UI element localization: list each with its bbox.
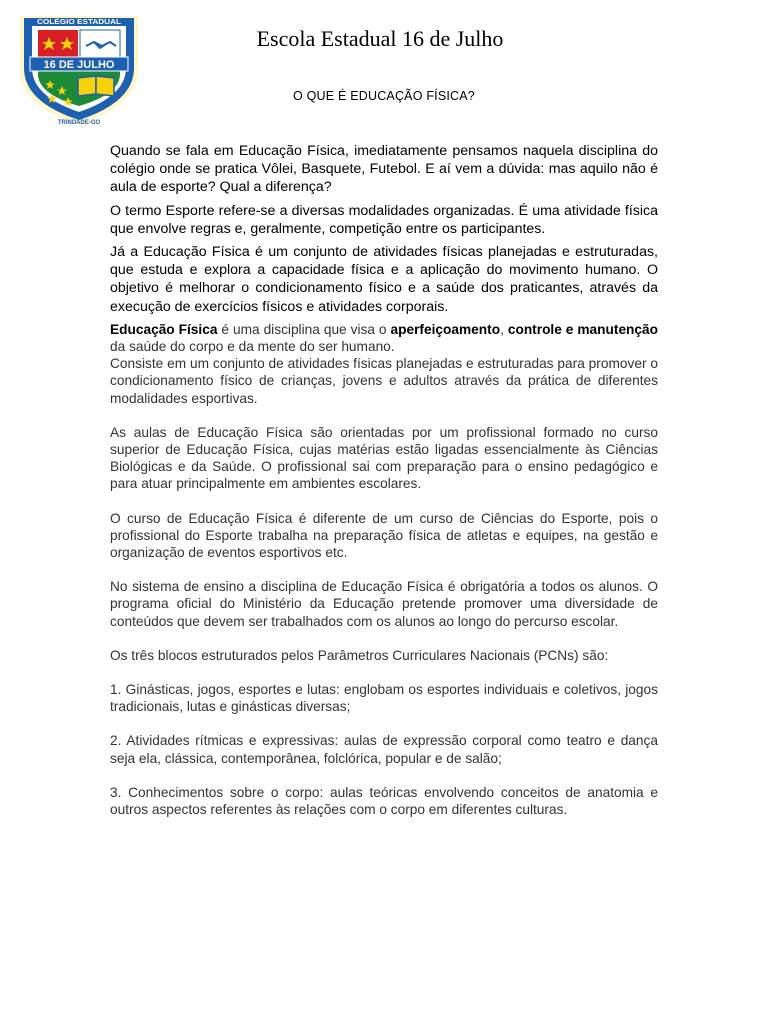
crest-banner-text: 16 DE JULHO [43, 59, 115, 71]
bold-term-educacao-fisica: Educação Física [110, 321, 218, 337]
crest-bottom-text: TRINDADE-GO [57, 120, 101, 126]
document-subtitle: O QUE É EDUCAÇÃO FÍSICA? [293, 89, 475, 103]
paragraph-9: Os três blocos estruturados pelos Parâmetros Curriculares Nacionais (PCNs) são: [110, 647, 609, 663]
book-icon [78, 76, 114, 96]
paragraph-1: Quando se fala em Educação Física, imediatamente pensamos naquela disciplina do colégio onde se pratica Vôlei, Basquete, Futebol. E aí vem a dúvida: mas aquilo não é aula de esporte? Qual a diferença? [110, 143, 658, 196]
school-name-heading: Escola Estadual 16 de Julho [256, 26, 504, 51]
paragraph-4-text-1: é uma disciplina que visa o [217, 321, 391, 337]
bold-term-aperfeicoamento: aperfeiçoamento [390, 321, 501, 337]
list-item-2: 2. Atividades rítmicas e expressivas: aulas de expressão corporal como teatro e dança seja ela, clássica, contemporânea, folclórica, popular e de salão; [110, 733, 658, 766]
paragraph-4 [110, 321, 658, 355]
crest-top-text: COLÉGIO ESTADUAL [37, 19, 109, 26]
list-item-3: 3. Conhecimentos sobre o corpo: aulas teóricas envolvendo conceitos de anatomia e outros aspectos referentes às relações com o corpo em diferentes culturas. [110, 784, 658, 818]
list-item-1: 1. Ginásticas, jogos, esportes e lutas: englobam os esportes individuais e coletivos, jogos tradicionais, lutas e ginásticas diversas; [110, 682, 658, 715]
paragraph-4-text-3: da saúde do corpo e da mente do ser humano. [110, 339, 395, 355]
paragraph-3: Já a Educação Física é um conjunto de atividades físicas planejadas e estruturadas, que estuda e explora a capacidade física e a aplicação do movimento humano. O objetivo é melhorar o condicionamento físico e a saúde dos praticantes, através da execução de exercícios físicos e atividades corporais. [110, 244, 658, 315]
paragraph-8: No sistema de ensino a disciplina de Educação Física é obrigatória a todos os alunos. O programa oficial do Ministério da Educação pretende promover uma diversidade de conteúdos que devem ser trabalhados com os alunos ao longo do percurso escolar. [110, 579, 658, 629]
paragraph-7: O curso de Educação Física é diferente de um curso de Ciências do Esporte, pois o profissional do Esporte trabalha na preparação física de atletas e equipes, na gestão e organização de eventos esportivos etc. [110, 510, 658, 561]
paragraph-2: O termo Esporte refere-se a diversas modalidades organizadas. É uma atividade física que envolve regras e, geralmente, competição entre os participantes. [110, 202, 658, 237]
paragraph-6: As aulas de Educação Física são orientadas por um profissional formado no curso superior de Educação Física, cujas matérias estão ligadas essencialmente às Ciências Biológicas e da Saúde. O profissional sai com preparação para o ensino pedagógico e para atuar principalmente em ambientes escolares. [110, 424, 658, 492]
school-crest-logo [16, 8, 142, 126]
bold-term-controle-manutencao: controle e manutenção [507, 321, 658, 337]
paragraph-4-text-2: , [500, 321, 508, 337]
paragraph-5: Consiste em um conjunto de atividades físicas planejadas e estruturadas para promover o condicionamento físico de crianças, jovens e adultos através da prática de diferentes modalidades esportivas. [110, 356, 658, 406]
document-body [110, 142, 658, 818]
